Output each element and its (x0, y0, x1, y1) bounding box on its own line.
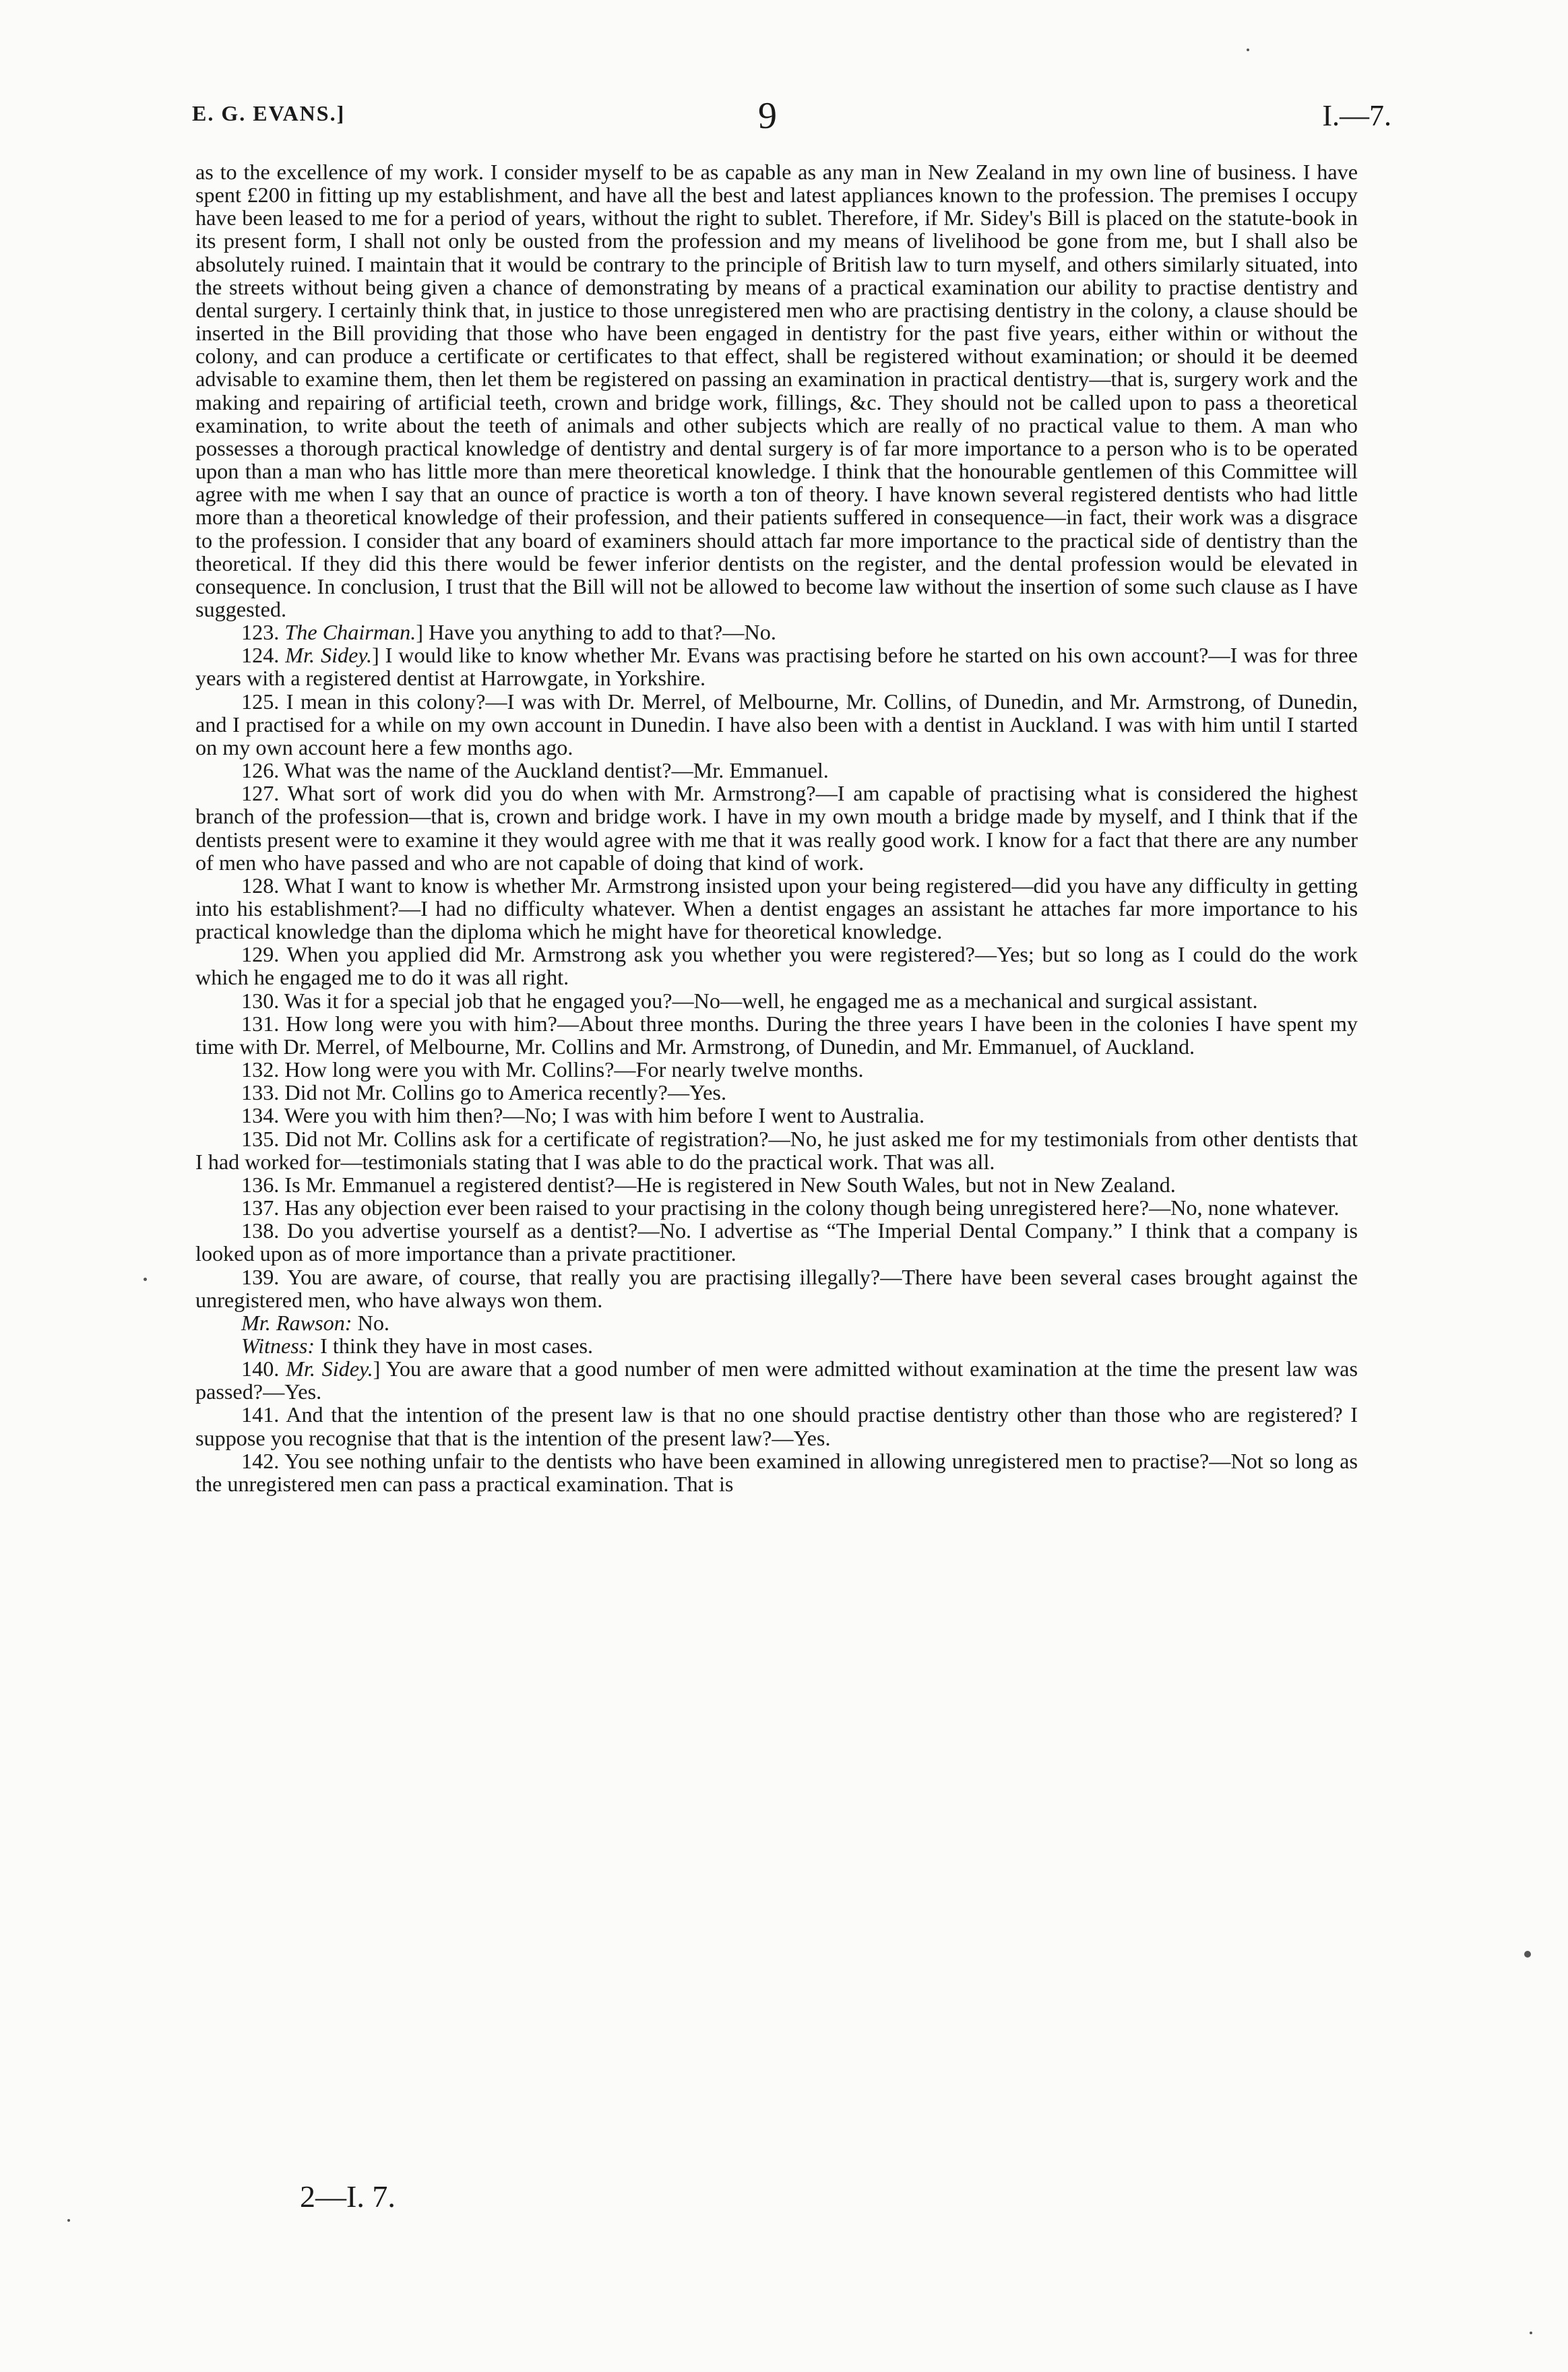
speaker-name: Witness: (241, 1333, 315, 1358)
paragraph (195, 1012, 1358, 1058)
paragraph (195, 1357, 1358, 1403)
paragraph-text: as to the excellence of my work. I consider myself to be as capable as any man in New Zealand in my own line of business. I have spent £200 in fitting up my establishment, and have all the best and latest appliances known to the profession. The premises I occupy have been leased to me for a period of years, without the right to sublet. Therefore, if Mr. Sidey's Bill is placed on the statute-book in its present form, I shall not only be ousted from the profession and my means of livelihood be gone from me, but I shall also be absolutely ruined. I maintain that it would be contrary to the principle of British law to turn myself, and others similarly situated, into the streets without being given a chance of demonstrating by means of a practical examination our ability to practise dentistry and dental surgery. I certainly think that, in justice to those unregistered men who are practising dentistry in the colony, a clause should be inserted in the Bill providing that those who have been engaged in dentistry for the past five years, either within or without the colony, and can produce a certificate or certificates to that effect, shall be registered without examination; or should it be deemed advisable to examine them, then let them be registered on passing an examination in practical dentistry—that is, surgery work and the making and repairing of artificial teeth, crown and bridge work, fillings, &c. They should not be called upon to pass a theoretical examination, to write about the teeth of animals and other subjects which are really of no practical value to them. A man who possesses a thorough practical knowledge of dentistry and dental surgery is of far more importance to a person who is to be operated upon than a man who has little more than mere theoretical knowledge. I think that the honourable gentlemen of this Committee will agree with me when I say that an ounce of practice is worth a ton of theory. I have known several registered dentists who had little more than a theoretical knowledge of their profession, and their patients suffered in consequence—in fact, their work was a disgrace to the profession. I consider that any board of examiners should attach far more importance to the practical side of dentistry than the theoretical. If they did this there would be fewer inferior dentists on the register, and the dental profession would be elevated in consequence. In conclusion, I trust that the Bill will not be allowed to become law without the insertion of some such clause as I have suggested. (195, 160, 1358, 621)
speaker-name: Mr. Sidey. (285, 643, 372, 668)
paragraph-text: 141. And that the intention of the present law is that no one should practise dentistry other than those who are registered? I suppose you recognise that that is the intention of the present law?—Yes. (195, 1402, 1358, 1450)
paragraph (195, 621, 1358, 644)
paragraph-text: 127. What sort of work did you do when with Mr. Armstrong?—I am capable of practising what is considered the highest branch of the profession—that is, crown and bridge work. I have in my own mouth a bridge made by myself, and I think that if the dentists present were to examine it they would agree with me that it was really good work. I know for a fact that there are any number of men who have passed and who are not capable of doing that kind of work. (195, 781, 1358, 875)
paragraph (195, 1127, 1358, 1173)
paragraph (195, 644, 1358, 689)
paragraph-text: ] I would like to know whether Mr. Evans was practising before he started on his own account?—I was for three years with a registered dentist at Harrowgate, in Yorkshire. (195, 643, 1358, 691)
paragraph-text: ] Have you anything to add to that?—No. (416, 620, 776, 645)
paragraph-text: 125. I mean in this colony?—I was with Dr. Merrel, of Melbourne, Mr. Collins, of Dunedin, and Mr. Armstrong, of Dunedin, and I practised for a while on my own account in Dunedin. I have also been with a dentist in Auckland. I was with him until I started on my own account here a few months ago. (195, 689, 1358, 759)
paragraph (195, 943, 1358, 989)
paragraph-text: 135. Did not Mr. Collins ask for a certificate of registration?—No, he just asked me for my testimonials from other dentists that I had worked for—testimonials stating that I was able to do the practical work. That was all. (195, 1126, 1358, 1174)
paragraph (195, 1081, 1358, 1104)
paragraph (195, 1219, 1358, 1265)
paragraph (195, 160, 1358, 621)
paragraph (195, 989, 1358, 1012)
paragraph (195, 690, 1358, 759)
scan-speck (1524, 1951, 1531, 1958)
scan-speck (1530, 2332, 1532, 2334)
paper-reference: I.—7. (1322, 99, 1391, 132)
scan-speck (144, 1278, 147, 1281)
paragraph-text: 137. Has any objection ever been raised to your practising in the colony though being unregistered here?—No, none whatever. (241, 1195, 1340, 1220)
scan-speck (67, 2219, 70, 2222)
header-witness-name: E. G. EVANS.] (192, 101, 346, 125)
paragraph-text: 131. How long were you with him?—About three months. During the three years I have been in the colonies I have spent my time with Dr. Merrel, of Melbourne, Mr. Collins and Mr. Armstrong, of Dunedin, and Mr. Emmanuel, of Auckland. (195, 1011, 1358, 1059)
question-number: 123. (241, 620, 285, 645)
paragraph-text: 142. You see nothing unfair to the dentists who have been examined in allowing unregistered men to practise?—Not so long as the unregistered men can pass a practical examination. That is (195, 1448, 1358, 1496)
speaker-name: Mr. Rawson: (241, 1310, 352, 1335)
speaker-name: Mr. Sidey. (286, 1356, 373, 1381)
paragraph-text: ] You are aware that a good number of men were admitted without examination at the time the present law was passed?—Yes. (195, 1356, 1358, 1404)
speaker-name: The Chairman. (284, 620, 416, 645)
paragraph (195, 1311, 1358, 1334)
paragraph (195, 1058, 1358, 1081)
paragraph-text: 130. Was it for a special job that he engaged you?—No—well, he engaged me as a mechanical and surgical assistant. (241, 988, 1258, 1013)
paragraph-text: 134. Were you with him then?—No; I was with him before I went to Australia. (241, 1103, 925, 1128)
signature-mark: 2—I. 7. (300, 2179, 396, 2214)
paragraph-text: 129. When you applied did Mr. Armstrong ask you whether you were registered?—Yes; but so long as I could do the work which he engaged me to do it was all right. (195, 942, 1358, 990)
question-number: 140. (241, 1356, 286, 1381)
paragraph-text: 132. How long were you with Mr. Collins?—For nearly twelve months. (241, 1057, 864, 1082)
paragraph (195, 1173, 1358, 1196)
question-number: 124. (241, 643, 286, 668)
body-text (195, 160, 1358, 1495)
paragraph (195, 1104, 1358, 1127)
paragraph (195, 782, 1358, 874)
paragraph-text: 126. What was the name of the Auckland dentist?—Mr. Emmanuel. (241, 758, 829, 783)
paragraph-text: No. (352, 1310, 389, 1335)
paragraph (195, 1403, 1358, 1449)
paragraph (195, 1196, 1358, 1219)
paragraph (195, 1266, 1358, 1311)
paragraph-text: 133. Did not Mr. Collins go to America recently?—Yes. (241, 1080, 726, 1105)
scan-speck (1247, 49, 1249, 51)
paragraph (195, 759, 1358, 782)
paragraph-text: 139. You are aware, of course, that really you are practising illegally?—There have been several cases brought against the unregistered men, who have always won them. (195, 1264, 1358, 1312)
paragraph (195, 1334, 1358, 1357)
paragraph-text: 136. Is Mr. Emmanuel a registered dentist?—He is registered in New South Wales, but not in New Zealand. (241, 1172, 1176, 1197)
page-header (192, 95, 1391, 142)
paragraph-text: 138. Do you advertise yourself as a dentist?—No. I advertise as “The Imperial Dental Company.” I think that a company is looked upon as of more importance than a private practitioner. (195, 1218, 1358, 1266)
paragraph-text: 128. What I want to know is whether Mr. Armstrong insisted upon your being registered—did you have any difficulty in getting into his establishment?—I had no difficulty whatever. When a dentist engages an assistant he attaches far more importance to his practical knowledge than the diploma which he might have for theoretical knowledge. (195, 873, 1358, 944)
paragraph (195, 874, 1358, 943)
paragraph (195, 1449, 1358, 1495)
page-number: 9 (758, 95, 777, 137)
paragraph-text: I think they have in most cases. (315, 1333, 594, 1358)
